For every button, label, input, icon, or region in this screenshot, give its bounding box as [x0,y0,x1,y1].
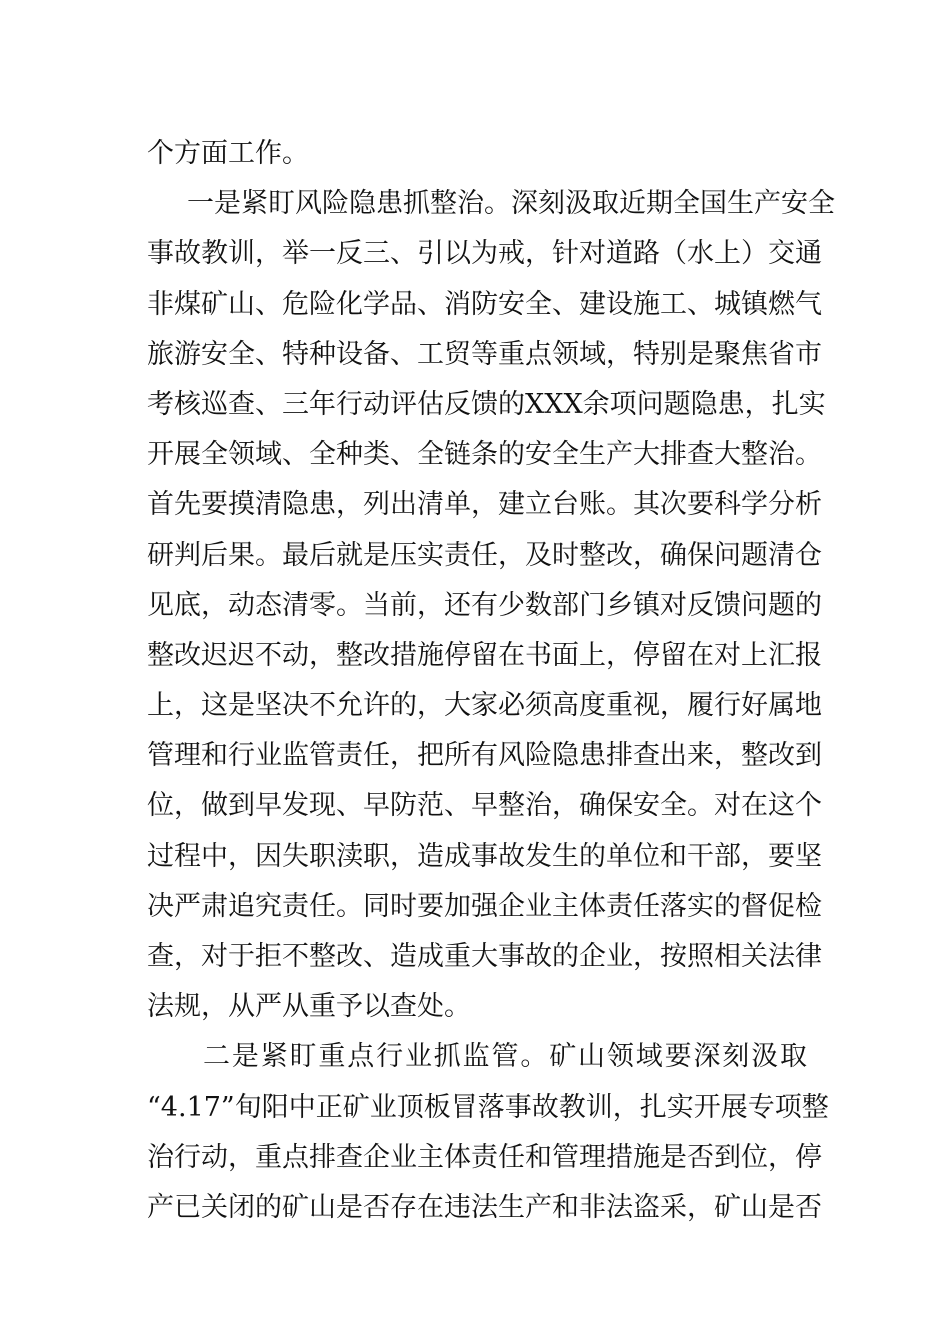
text-line: 法规，从严从重予以查处。 [147,991,471,1023]
text-line: 治行动，重点排查企业主体责任和管理措施是否到位，停 [147,1141,822,1173]
document-body [147,129,835,1233]
text-line: 非煤矿山、危险化学品、消防安全、建设施工、城镇燃气 [147,288,822,320]
text-line: 查，对于拒不整改、造成重大事故的企业，按照相关法律 [147,941,822,972]
text-line: 过程中，因失职渎职，造成事故发生的单位和干部，要坚 [147,840,822,872]
text-line: 首先要摸清隐患，列出清单，建立台账。其次要科学分析 [147,489,822,521]
text-line: 产已关闭的矿山是否存在违法生产和非法盗采，矿山是否 [147,1191,822,1223]
text-line: 一是紧盯风险隐患抓整治。深刻汲取近期全国生产安全 [187,188,835,220]
text-line: 事故教训，举一反三、引以为戒，针对道路（水上）交通 [147,238,822,270]
text-line: 上，这是坚决不允许的，大家必须高度重视，履行好属地 [147,690,822,722]
text-line: 整改迟迟不动，整改措施停留在书面上，停留在对上汇报 [147,639,822,671]
text-line: 旅游安全、特种设备、工贸等重点领域，特别是聚焦省市 [147,338,822,370]
text-line: 管理和行业监管责任，把所有风险隐患排查出来，整改到 [147,740,822,772]
text-line: 开展全领域、全种类、全链条的安全生产大排查大整治。 [147,439,822,471]
text-line: 见底，动态清零。当前，还有少数部门乡镇对反馈问题的 [147,589,822,621]
text-line: 考核巡查、三年行动评估反馈的XXX余项问题隐患，扎实 [147,388,826,420]
text-line: 二是紧盯重点行业抓监管。矿山领域要深刻汲取 [203,1041,807,1073]
text-line: 个方面工作。 [147,138,309,169]
text-line: 决严肃追究责任。同时要加强企业主体责任落实的督促检 [147,890,822,922]
text-line: 位，做到早发现、早防范、早整治，确保安全。对在这个 [147,790,822,822]
text-line: “4.17”旬阳中正矿业顶板冒落事故教训，扎实开展专项整 [147,1091,829,1123]
text-line: 研判后果。最后就是压实责任，及时整改，确保问题清仓 [147,539,822,571]
